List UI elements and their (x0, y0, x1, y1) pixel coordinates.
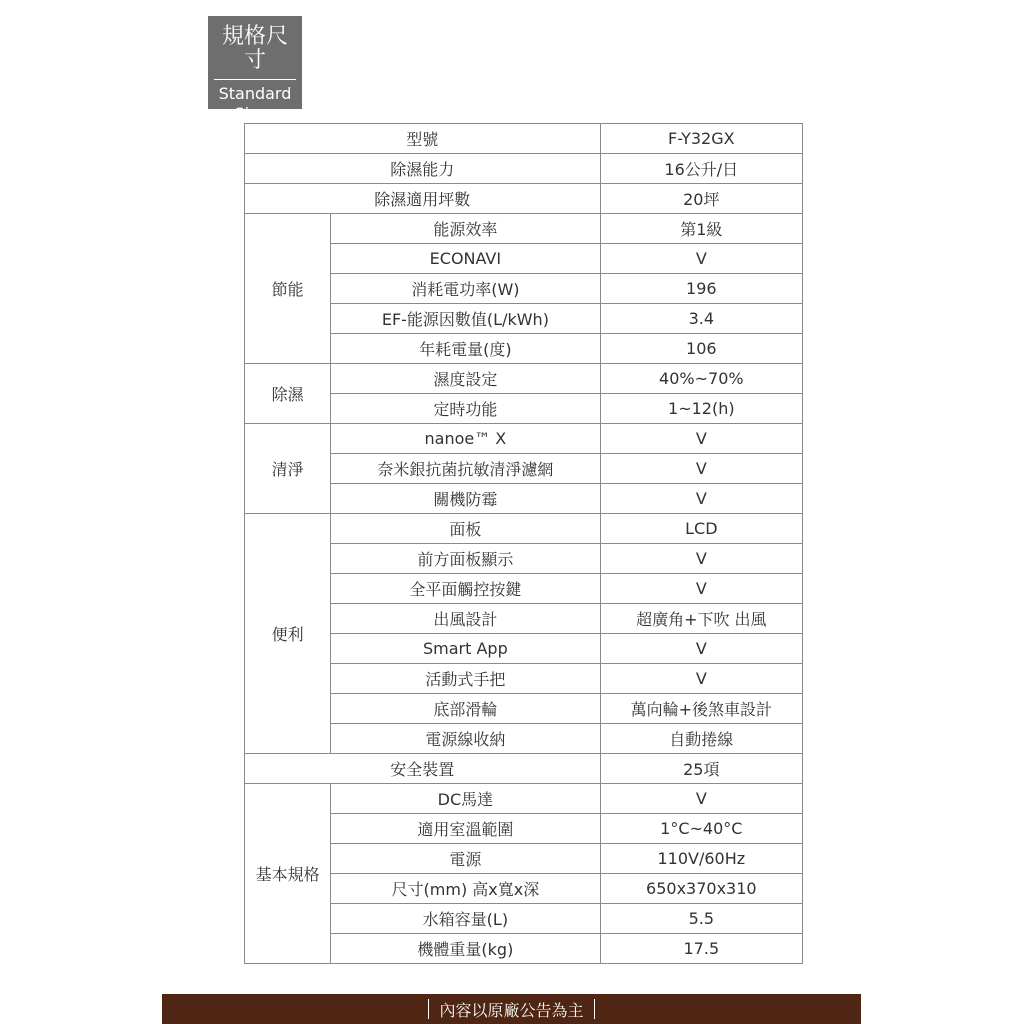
spec-value: 1~12(h) (600, 394, 802, 424)
spec-label: 型號 (245, 124, 601, 154)
table-row (245, 364, 803, 394)
spec-value: 17.5 (600, 934, 802, 964)
spec-label: 出風設計 (331, 604, 600, 634)
table-row (245, 184, 803, 214)
spec-value: V (600, 664, 802, 694)
spec-label: 定時功能 (331, 394, 600, 424)
group-label: 清淨 (245, 424, 331, 514)
spec-label: 安全裝置 (245, 754, 601, 784)
spec-value: V (600, 784, 802, 814)
spec-value: 1°C~40°C (600, 814, 802, 844)
footer-text: 內容以原廠公告為主 (439, 1000, 584, 1020)
table-row (245, 514, 803, 544)
spec-label: 機體重量(kg) (331, 934, 600, 964)
group-label: 節能 (245, 214, 331, 364)
disclaimer-footer (162, 994, 861, 1024)
spec-label: 電源 (331, 844, 600, 874)
spec-value: 110V/60Hz (600, 844, 802, 874)
spec-label: 面板 (331, 514, 600, 544)
spec-value: F-Y32GX (600, 124, 802, 154)
spec-value: 25項 (600, 754, 802, 784)
spec-label: 能源效率 (331, 214, 600, 244)
spec-label: 尺寸(mm) 高x寬x深 (331, 874, 600, 904)
spec-value: V (600, 574, 802, 604)
spec-label: 底部滑輪 (331, 694, 600, 724)
spec-label: 年耗電量(度) (331, 334, 600, 364)
spec-label: 除濕適用坪數 (245, 184, 601, 214)
spec-value: V (600, 244, 802, 274)
spec-label: 水箱容量(L) (331, 904, 600, 934)
spec-value: 40%~70% (600, 364, 802, 394)
spec-label: 濕度設定 (331, 364, 600, 394)
spec-table (244, 123, 803, 964)
badge-title: 規格尺寸 (214, 25, 296, 80)
spec-label: nanoe™ X (331, 424, 600, 454)
spec-value: 超廣角+下吹 出風 (600, 604, 802, 634)
spec-label: 全平面觸控按鍵 (331, 574, 600, 604)
spec-value: V (600, 424, 802, 454)
badge-subtitle-line1: Standard (218, 84, 292, 103)
footer-divider (594, 999, 595, 1019)
table-row (245, 124, 803, 154)
group-label: 基本規格 (245, 784, 331, 964)
spec-value: 20坪 (600, 184, 802, 214)
spec-value: 萬向輪+後煞車設計 (600, 694, 802, 724)
spec-value: 16公升/日 (600, 154, 802, 184)
spec-label: ECONAVI (331, 244, 600, 274)
spec-label: 前方面板顯示 (331, 544, 600, 574)
spec-label: 電源線收納 (331, 724, 600, 754)
table-row (245, 754, 803, 784)
badge-subtitle-line2: Sizes (234, 104, 276, 123)
spec-value: LCD (600, 514, 802, 544)
spec-value: V (600, 634, 802, 664)
spec-value: 自動捲線 (600, 724, 802, 754)
section-badge (208, 16, 302, 123)
spec-value: 196 (600, 274, 802, 304)
spec-value: V (600, 484, 802, 514)
group-label: 除濕 (245, 364, 331, 424)
spec-value: V (600, 544, 802, 574)
spec-value: 106 (600, 334, 802, 364)
spec-label: 關機防霉 (331, 484, 600, 514)
table-row (245, 784, 803, 814)
footer-divider (428, 999, 429, 1019)
spec-label: 適用室溫範圍 (331, 814, 600, 844)
spec-value: 5.5 (600, 904, 802, 934)
spec-label: 奈米銀抗菌抗敏清淨濾網 (331, 454, 600, 484)
spec-label: EF-能源因數值(L/kWh) (331, 304, 600, 334)
table-row (245, 154, 803, 184)
spec-label: 活動式手把 (331, 664, 600, 694)
group-label: 便利 (245, 514, 331, 754)
spec-value: 第1級 (600, 214, 802, 244)
spec-label: 除濕能力 (245, 154, 601, 184)
badge-subtitle (208, 84, 302, 124)
spec-value: 650x370x310 (600, 874, 802, 904)
spec-label: Smart App (331, 634, 600, 664)
table-row (245, 214, 803, 244)
spec-value: 3.4 (600, 304, 802, 334)
table-row (245, 424, 803, 454)
spec-label: DC馬達 (331, 784, 600, 814)
spec-value: V (600, 454, 802, 484)
spec-label: 消耗電功率(W) (331, 274, 600, 304)
